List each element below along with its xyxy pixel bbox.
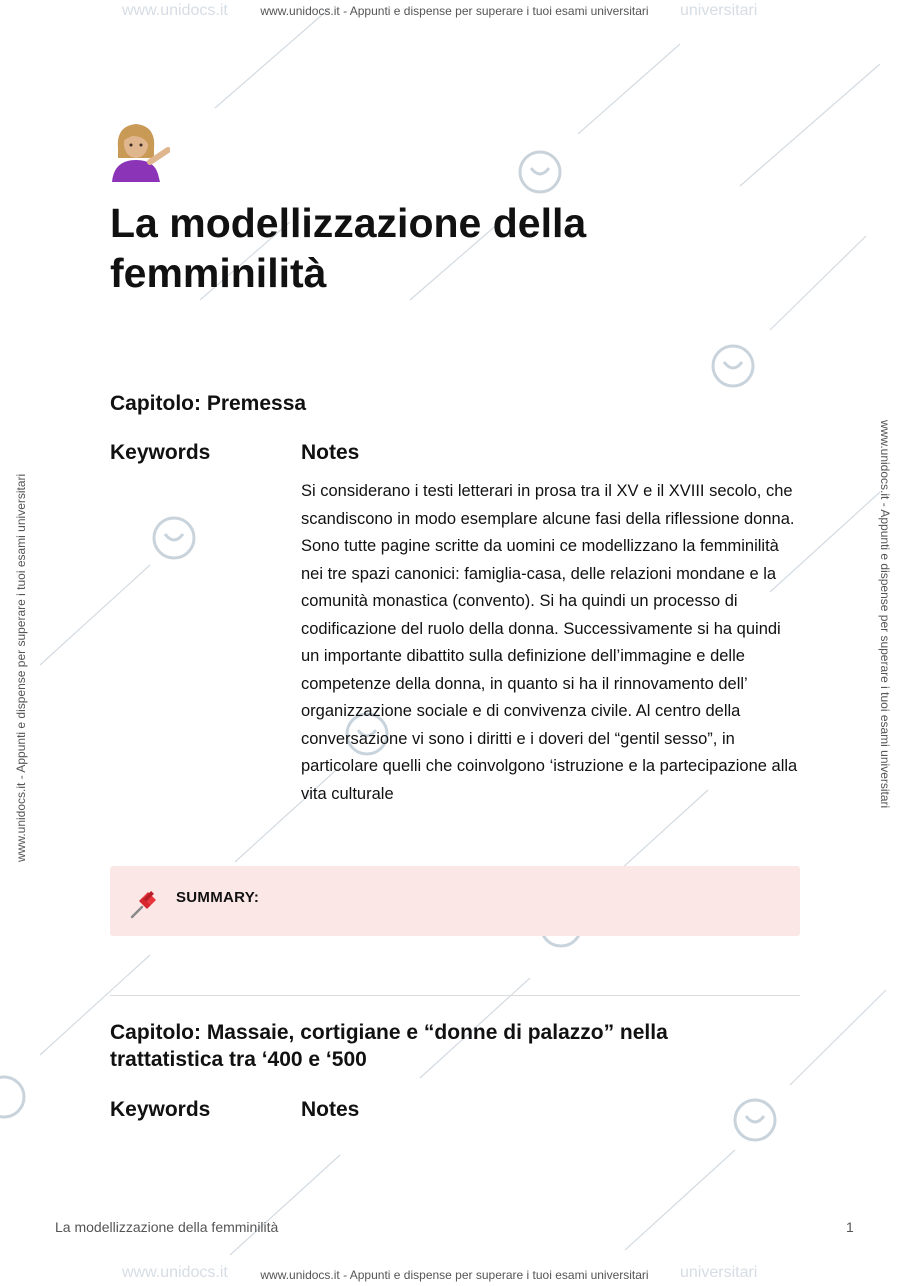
watermark-ghost-left-bottom: www.unidocs.it (122, 1264, 228, 1281)
summary-label: SUMMARY: (176, 889, 260, 906)
watermark-ghost-left: www.unidocs.it (122, 2, 228, 19)
notes-heading-2: Notes (301, 1098, 360, 1121)
notes-heading: Notes (301, 441, 360, 464)
keywords-heading: Keywords (110, 441, 211, 464)
keywords-heading-2: Keywords (110, 1098, 211, 1121)
watermark-footer (0, 1264, 909, 1282)
pushpin-icon (128, 888, 160, 920)
person-tipping-hand-icon (110, 118, 170, 182)
watermark-header-text: www.unidocs.it - Appunti e dispense per superare i tuoi esami universitari (260, 4, 649, 18)
watermark-side-left: www.unidocs.it - Appunti e dispense per superare i tuoi esami universitari (14, 473, 28, 862)
watermark-header (0, 4, 909, 18)
section-divider (110, 995, 800, 996)
chapter-title-massaie: Capitolo: Massaie, cortigiane e “donne di palazzo” nella trattatistica tra ‘400 e ‘500 (110, 1021, 668, 1071)
watermark-ghost-right-bottom: universitari (680, 1264, 758, 1281)
footer-page-number: 1 (846, 1219, 854, 1235)
chapter-title-premessa: Capitolo: Premessa (110, 392, 307, 415)
notes-text: Si considerano i testi letterari in prosa tra il XV e il XVIII secolo, che scandiscono in modo esemplare alcune fasi della riflessione donna. Sono tutte pagine scritte da uomini ce modellizzano la femminilità nei tre spazi canonici: famiglia-casa, delle relazioni mondane e la comunità monastica (convento). Si ha quindi un processo di codificazione del ruolo della donna. Successivamente si ha quindi un importante dibattito sulla definizione dell’immagine e delle competenze della donna, in quanto si ha il rinnovamento dell’ organizzazione sociale e di convivenza civile. Al centro della conversazione vi sono i diritti e i doveri del “gentil sesso”, in particolare quelli che coinvolgono ‘istruzione e la partecipazione alla vita culturale (301, 482, 798, 803)
page-title: La modellizzazione della femminilità (110, 200, 587, 296)
footer-document-title: La modellizzazione della femminilità (55, 1219, 279, 1235)
watermark-footer-text: www.unidocs.it - Appunti e dispense per superare i tuoi esami universitari (260, 1268, 649, 1282)
summary-callout (110, 866, 800, 936)
watermark-side-right: www.unidocs.it - Appunti e dispense per superare i tuoi esami universitari (878, 420, 892, 809)
watermark-ghost-right: universitari (680, 2, 758, 19)
